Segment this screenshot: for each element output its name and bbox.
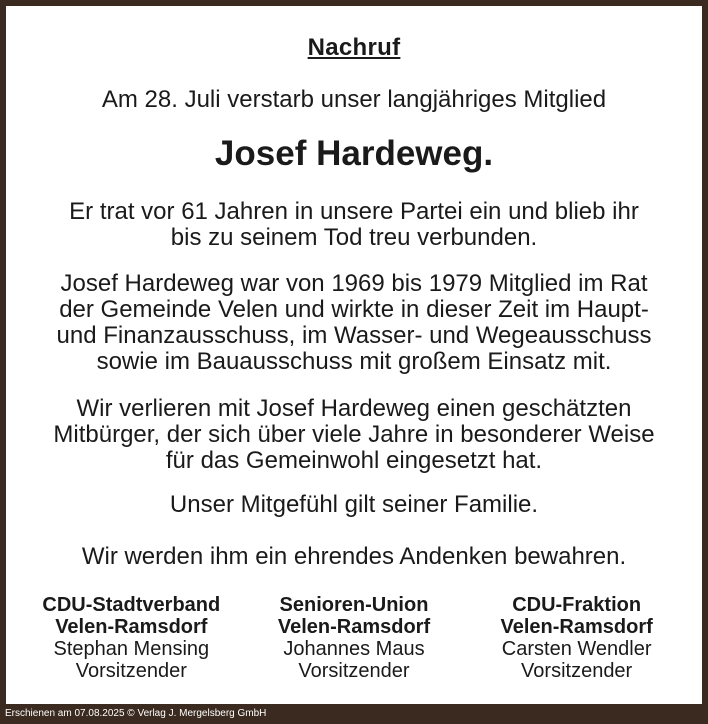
intro-line: Am 28. Juli verstarb unser langjähriges Mitglied bbox=[101, 86, 607, 113]
text-line: Unser Mitgefühl gilt seiner Familie. bbox=[169, 491, 539, 518]
signature-role: Vorsitzender bbox=[521, 660, 633, 682]
signature-org: Velen-Ramsdorf bbox=[55, 616, 208, 638]
text-line: sowie im Bauausschuss mit großem Einsatz mit. bbox=[96, 348, 612, 375]
text-line: Wir verlieren mit Josef Hardeweg einen geschätzten bbox=[76, 395, 632, 422]
text-line: für das Gemeinwohl eingesetzt hat. bbox=[165, 447, 543, 474]
signature-role: Vorsitzender bbox=[75, 660, 187, 682]
text-line: bis zu seinem Tod treu verbunden. bbox=[170, 224, 538, 251]
signature-block bbox=[244, 594, 464, 682]
signature-role: Vorsitzender bbox=[298, 660, 410, 682]
paragraph-council bbox=[6, 271, 702, 375]
signatures bbox=[6, 594, 702, 682]
paragraph-tribute bbox=[6, 396, 702, 474]
publication-footer: Erschienen am 07.08.2025 © Verlag J. Mergelsberg GmbH bbox=[5, 708, 267, 719]
text-line: Wir werden ihm ein ehrendes Andenken bewahren. bbox=[81, 543, 627, 570]
signature-org: Senioren-Union bbox=[279, 594, 429, 616]
deceased-name: Josef Hardeweg. bbox=[214, 134, 494, 173]
signature-block bbox=[467, 594, 687, 682]
obituary-heading: Nachruf bbox=[307, 34, 401, 61]
signature-person: Johannes Maus bbox=[283, 638, 425, 660]
paragraph-condolence bbox=[6, 492, 702, 518]
signature-person: Carsten Wendler bbox=[501, 638, 652, 660]
signature-person: Stephan Mensing bbox=[53, 638, 210, 660]
text-line: Er trat vor 61 Jahren in unsere Partei ein und blieb ihr bbox=[69, 198, 639, 225]
signature-org: CDU-Stadtverband bbox=[42, 594, 221, 616]
signature-org: CDU-Fraktion bbox=[512, 594, 642, 616]
signature-block bbox=[21, 594, 241, 682]
paragraph-membership bbox=[6, 199, 702, 251]
text-line: Mitbürger, der sich über viele Jahre in besonderer Weise bbox=[53, 421, 655, 448]
signature-org: Velen-Ramsdorf bbox=[500, 616, 653, 638]
signature-org: Velen-Ramsdorf bbox=[277, 616, 431, 638]
obituary-card bbox=[6, 6, 702, 704]
text-line: Josef Hardeweg war von 1969 bis 1979 Mitglied im Rat bbox=[60, 270, 648, 297]
text-line: der Gemeinde Velen und wirkte in dieser Zeit im Haupt- bbox=[59, 296, 649, 323]
paragraph-remembrance bbox=[6, 544, 702, 570]
text-line: und Finanzausschuss, im Wasser- und Wegeausschuss bbox=[56, 322, 652, 349]
